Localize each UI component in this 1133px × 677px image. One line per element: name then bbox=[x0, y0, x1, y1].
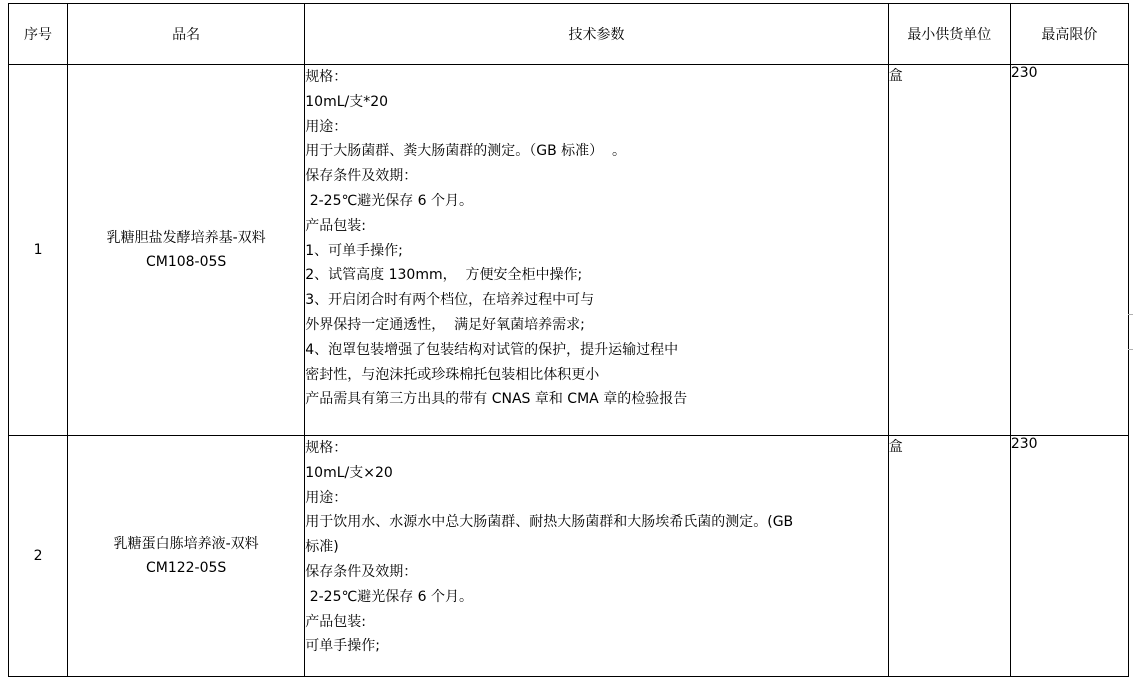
edge-tick-mark bbox=[1128, 314, 1133, 315]
param-line: 10mL/支×20 bbox=[305, 464, 393, 481]
param-line: 用于饮用水、水源水中总大肠菌群、耐热大肠菌群和大肠埃希氏菌的测定。(GB bbox=[305, 514, 794, 531]
param-line: 3、开启闭合时有两个档位，在培养过程中可与 bbox=[305, 292, 595, 309]
param-line: 密封性，与泡沫托或珍珠棉托包装相比体积更小 bbox=[305, 366, 600, 383]
max-price-cell: 230 bbox=[1010, 436, 1128, 677]
param-line: 可单手操作; bbox=[305, 638, 380, 655]
param-line: 4、泡罩包装增强了包装结构对试管的保护，提升运输过程中 bbox=[305, 341, 679, 358]
param-line: 用途： bbox=[305, 489, 348, 506]
param-line: 用于大肠菌群、粪大肠菌群的测定。（GB 标准） 。 bbox=[305, 143, 627, 160]
param-line: 用途： bbox=[305, 118, 348, 135]
table-header-row bbox=[9, 4, 1129, 65]
serial-no-cell: 1 bbox=[9, 65, 68, 436]
param-line: 1、可单手操作; bbox=[305, 242, 403, 259]
product-name: 乳糖胆盐发酵培养基-双料 bbox=[106, 230, 266, 246]
serial-no-cell: 2 bbox=[9, 436, 68, 677]
product-name: 乳糖蛋白胨培养液-双料 bbox=[113, 536, 259, 552]
param-line: 规格： bbox=[305, 440, 348, 456]
param-line: 2-25℃避光保存 6 个月。 bbox=[305, 192, 474, 209]
param-line: 标准) bbox=[305, 539, 339, 556]
header-technical-params: 技术参数 bbox=[305, 4, 889, 65]
product-code: CM108-05S bbox=[145, 254, 227, 270]
header-max-price: 最高限价 bbox=[1010, 4, 1128, 65]
technical-params-cell bbox=[305, 436, 889, 677]
param-line: 2-25℃避光保存 6 个月。 bbox=[305, 588, 474, 605]
header-min-supply-unit: 最小供货单位 bbox=[888, 4, 1010, 65]
product-name-cell bbox=[68, 436, 305, 677]
param-line: 保存条件及效期： bbox=[305, 168, 418, 185]
max-price-cell: 230 bbox=[1010, 65, 1128, 436]
product-code: CM122-05S bbox=[145, 560, 227, 576]
min-supply-unit-cell: 盒 bbox=[888, 436, 1010, 677]
technical-params-cell bbox=[305, 65, 889, 436]
product-spec-table bbox=[8, 3, 1129, 677]
table-row bbox=[9, 65, 1129, 436]
table-row bbox=[9, 436, 1129, 677]
param-line: 产品包装: bbox=[305, 613, 366, 630]
param-line: 外界保持一定通透性， 满足好氧菌培养需求; bbox=[305, 316, 585, 333]
header-product-name: 品名 bbox=[68, 4, 305, 65]
param-line: 保存条件及效期： bbox=[305, 563, 418, 580]
param-line: 产品包装: bbox=[305, 217, 366, 234]
param-line: 10mL/支*20 bbox=[305, 93, 389, 110]
param-line: 产品需具有第三方出具的带有 CNAS 章和 CMA 章的检验报告 bbox=[305, 391, 688, 408]
edge-tick-mark bbox=[1128, 349, 1133, 350]
header-serial-no: 序号 bbox=[9, 4, 68, 65]
min-supply-unit-cell: 盒 bbox=[888, 65, 1010, 436]
param-line: 规格： bbox=[305, 69, 348, 85]
product-name-cell bbox=[68, 65, 305, 436]
param-line: 2、试管高度 130mm， 方便安全柜中操作; bbox=[305, 267, 583, 284]
